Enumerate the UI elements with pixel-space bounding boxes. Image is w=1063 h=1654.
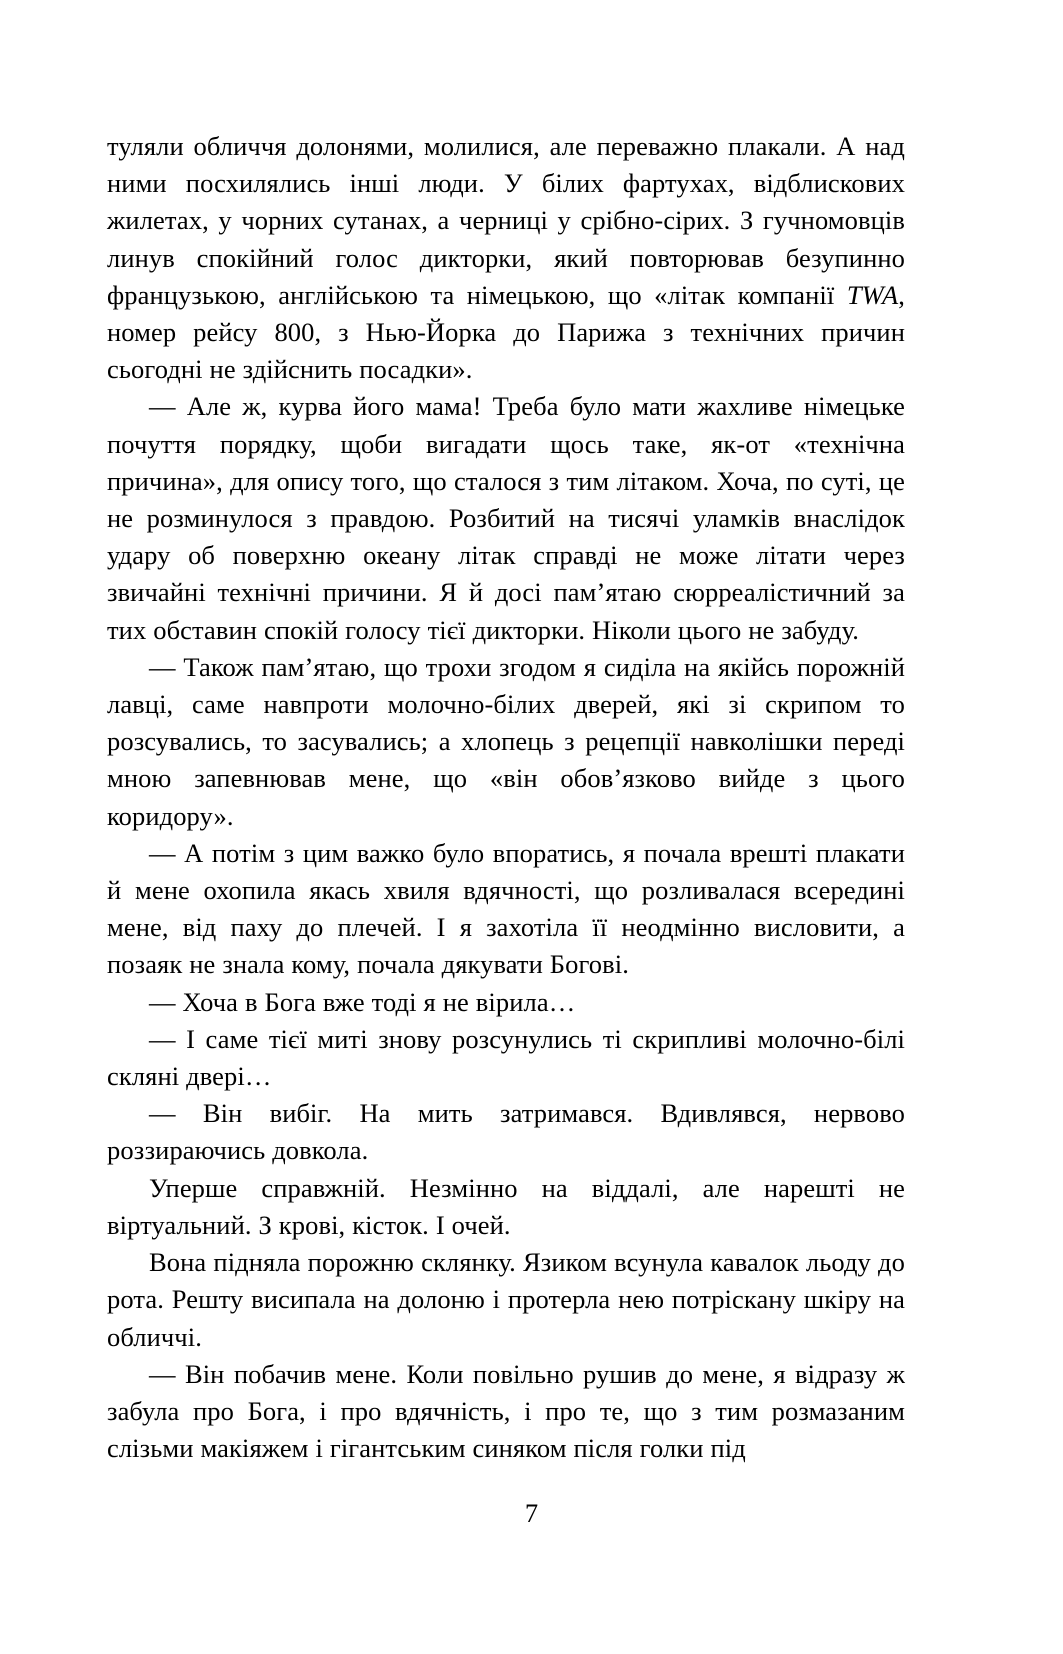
paragraph-2: — Але ж, курва його мама! Треба було мати жахливе німецьке почуття порядку, щоби вигадати щось таке, як-от «технічна причина», для опису того, що сталося з тим літаком. Хоча, по суті, це не розминулося з правдою. Розбитий на тисячі уламків внаслідок удару об поверхню океану літак справді не може літати через звичайні технічні причини. Я й досі пам’ятаю сюрреалістичний за тих обставин спокій голосу тієї дикторки. Ніколи цього не забуду.	[107, 391, 905, 645]
page-text-block	[107, 128, 905, 1467]
paragraph-3: — Також пам’ятаю, що трохи згодом я сиділа на якійсь порожній лавці, саме навпроти молочно-білих дверей, які зі скрипом то розсувались, то засувались; а хлопець з рецепції навколішки переді мною запевнював мене, що «він обов’язково вийде з цього коридору».	[107, 651, 905, 831]
paragraph-4: — А потім з цим важко було впоратись, я почала врешті плакати й мене охопила якась хвиля вдячності, що розливалася всередині мене, від паху до плечей. І я захотіла її неодмінно висловити, а позаяк не знала кому, почала дякувати Богові.	[107, 837, 905, 980]
paragraph-10: — Він побачив мене. Коли повільно рушив до мене, я відразу ж забула про Бога, і про вдячність, і про те, що з тим розмазаним слізьми макіяжем і гігантським синяком після голки під	[107, 1358, 905, 1464]
page-number: 7	[524, 1498, 539, 1528]
paragraph-1-emphasis: TWA	[846, 279, 899, 310]
paragraph-8: Уперше справжній. Незмінно на віддалі, але нарешті не віртуальний. З крові, кісток. І очей.	[107, 1172, 905, 1240]
paragraph-7: — Він вибіг. На мить затримався. Вдивлявся, нервово роззираючись довкола.	[107, 1098, 905, 1166]
paragraph-6: — І саме тієї миті знову розсунулись ті скрипливі молочно-білі скляні двері…	[107, 1023, 905, 1092]
paragraph-5: — Хоча в Бога вже тоді я не вірила…	[149, 986, 576, 1017]
paragraph-1-text-after: , номер рейсу 800, з Нью-Йорка до Парижа з технічних причин сьогодні не здійснить посадки».	[107, 279, 905, 385]
paragraph-9: Вона підняла порожню склянку. Язиком всунула кавалок льоду до рота. Решту висипала на долоню і протерла нею потріскану шкіру на обличчі.	[107, 1247, 905, 1352]
paragraph-1-text: туляли обличчя долонями, молилися, але переважно плакали. А над ними посхилялись інші люди. У білих фартухах, відблискових жилетах, у чорних сутанах, а черниці у срібно-сірих. З гучномовців линув спокійний голос дикторки, який повторював безупинно французькою, англійською та німецькою, що «літак компанії	[107, 131, 905, 310]
paragraph-1	[107, 128, 905, 388]
